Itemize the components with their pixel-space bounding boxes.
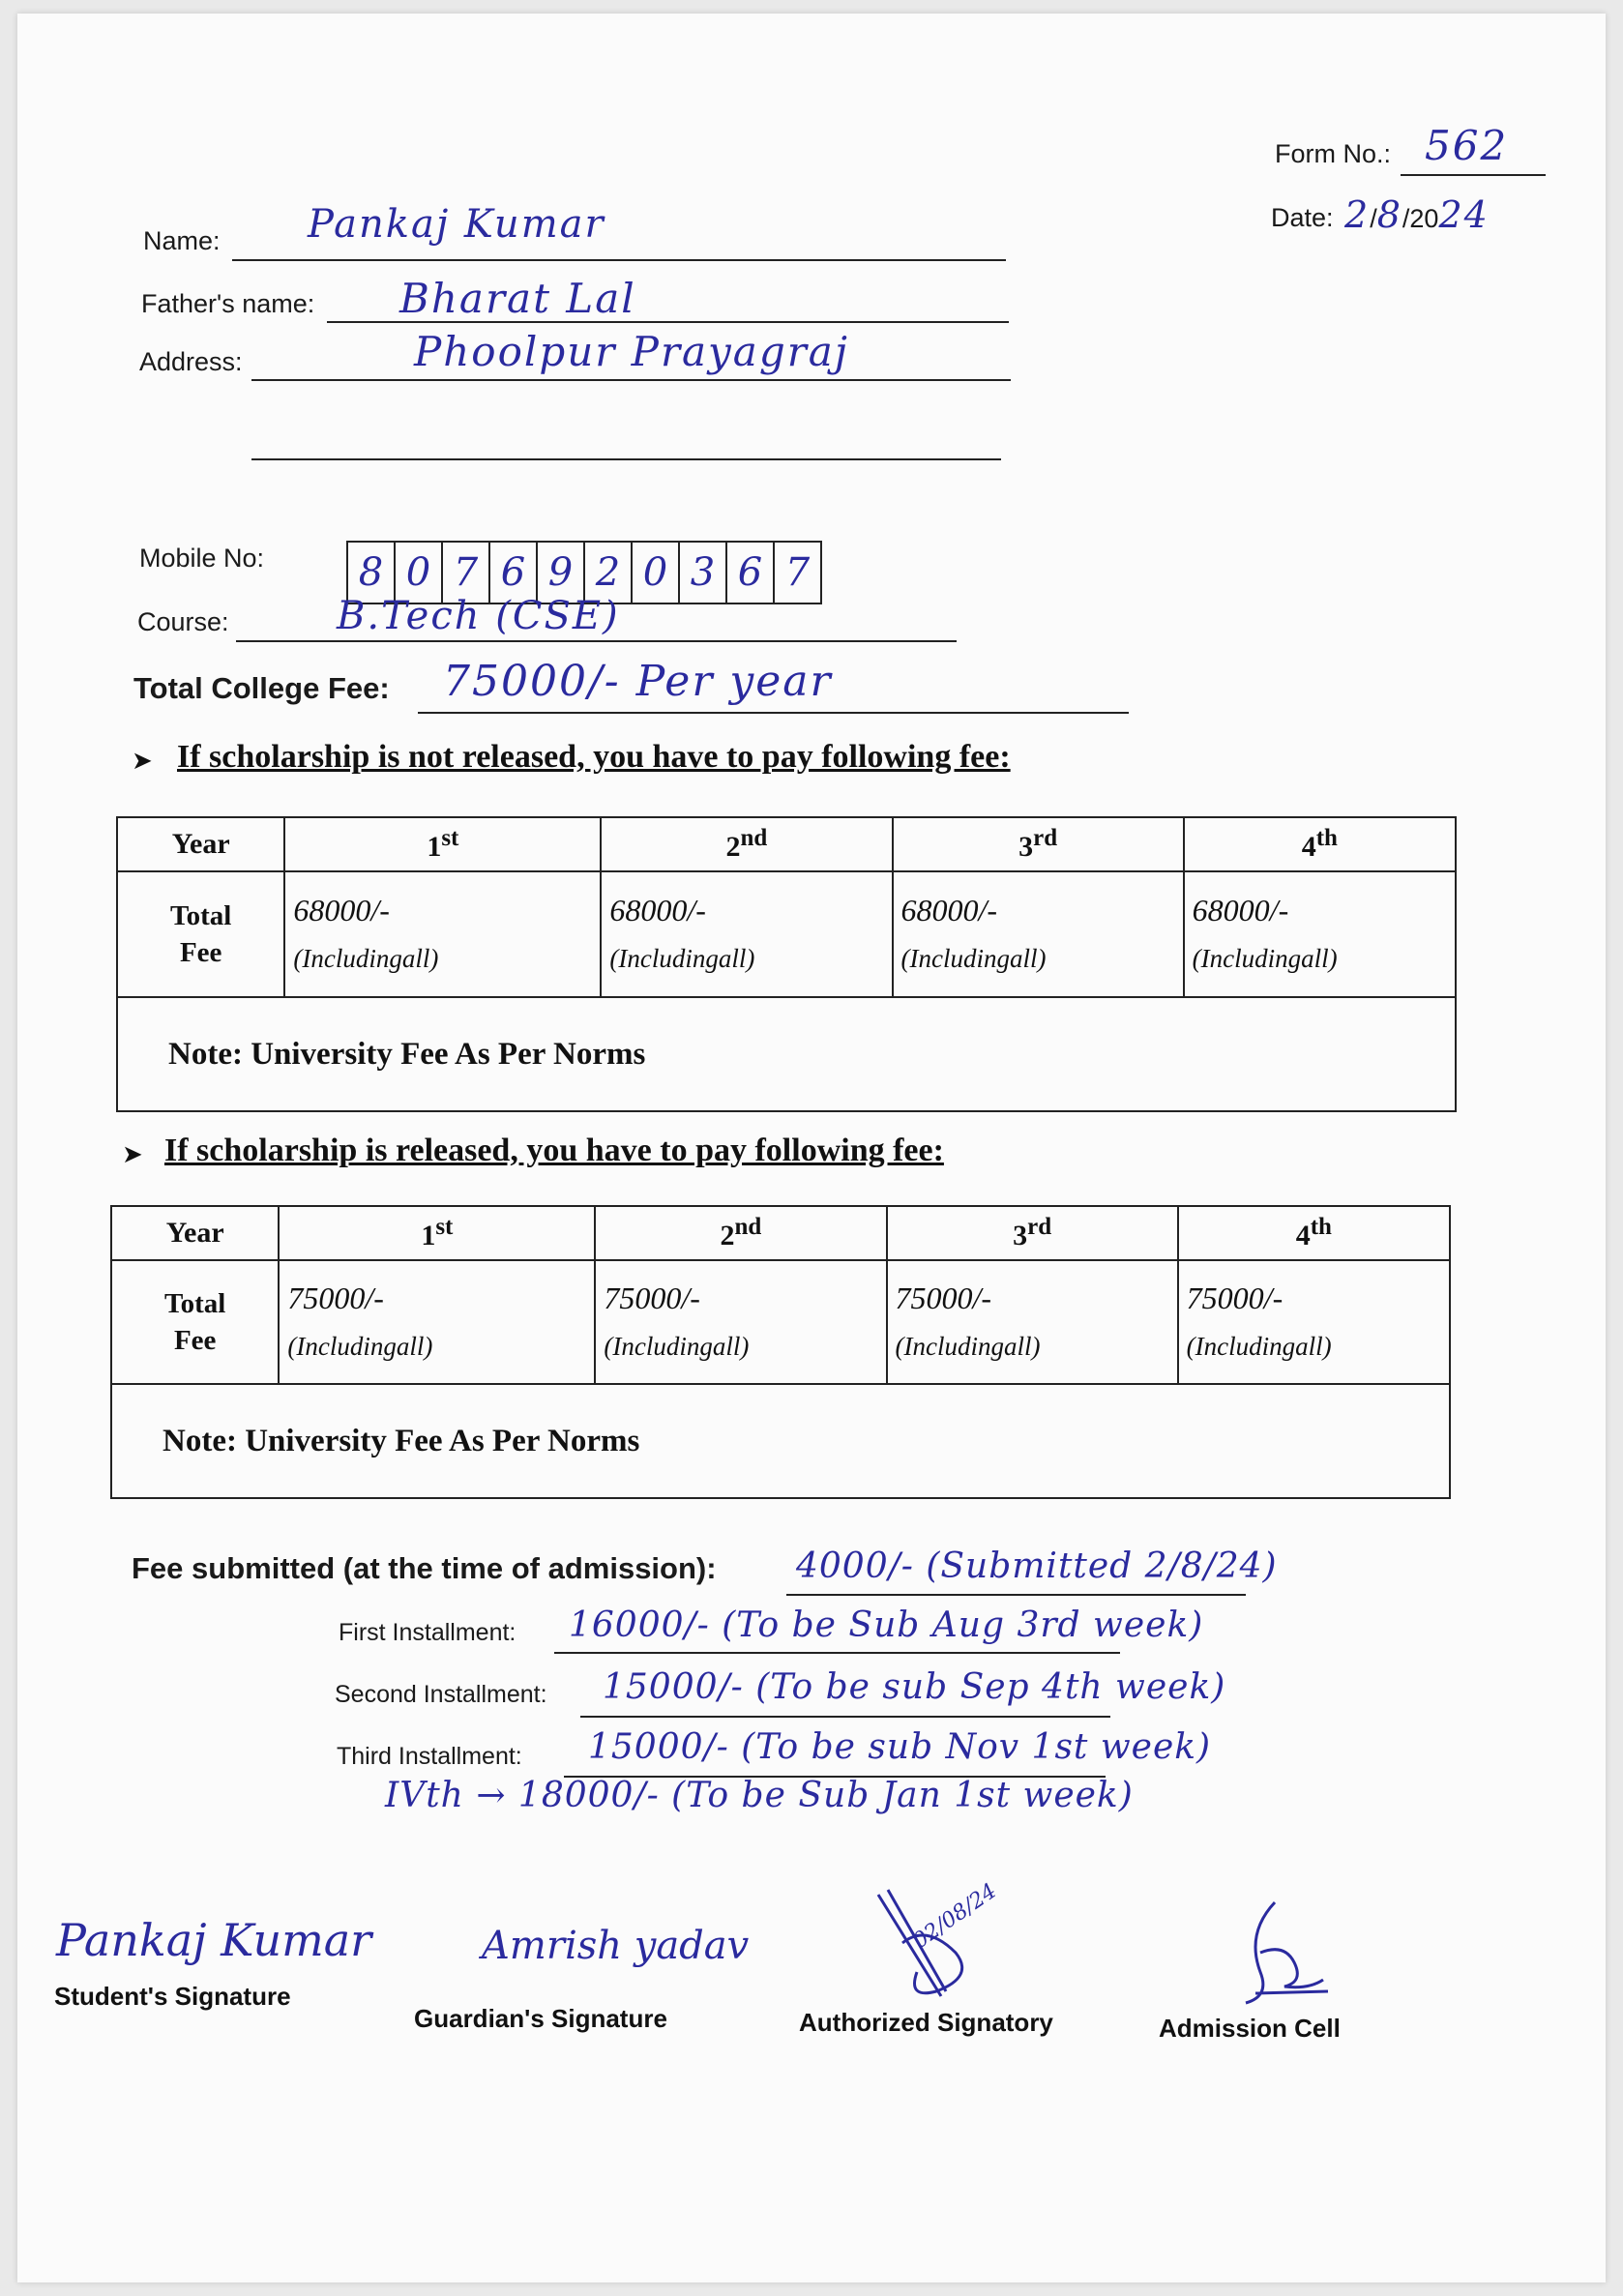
first-installment-underline xyxy=(554,1652,1120,1654)
admission-cell-signature-mark xyxy=(1217,1895,1343,2011)
mobile-digit: 0 xyxy=(396,543,443,603)
fee-note: (Includingall) xyxy=(1192,944,1338,973)
address-underline-2 xyxy=(251,458,1001,460)
row-label-line-2: Fee xyxy=(179,937,222,968)
fee-note: (Includingall) xyxy=(609,944,755,973)
student-signature-mark: Pankaj Kumar xyxy=(56,1914,372,1966)
address-underline-1 xyxy=(251,379,1011,381)
second-installment-underline xyxy=(580,1716,1110,1718)
year-col-3 xyxy=(893,817,1184,871)
guardian-signature-mark: Amrish yadav xyxy=(482,1924,750,1968)
year-header: Year xyxy=(111,1206,279,1260)
year-sup: rd xyxy=(1033,825,1058,851)
university-fee-note: Note: University Fee As Per Norms xyxy=(111,1384,1450,1498)
father-name-label: Father's name: xyxy=(141,289,315,318)
mobile-digit: 2 xyxy=(585,543,633,603)
admission-form-page xyxy=(17,14,1606,2282)
total-fee-underline xyxy=(418,712,1129,714)
year-col-1 xyxy=(279,1206,595,1260)
year-sup: nd xyxy=(740,825,768,851)
fee-submitted-label: Fee submitted (at the time of admission): xyxy=(132,1551,717,1585)
guardian-signature-label: Guardian's Signature xyxy=(414,2004,667,2033)
fee-amount: 68000/- xyxy=(1192,893,1289,927)
name-value: Pankaj Kumar xyxy=(308,202,605,247)
fee-amount: 75000/- xyxy=(895,1280,992,1315)
form-no-underline xyxy=(1401,174,1546,176)
fee-cell xyxy=(893,871,1184,997)
row-label-line-1: Total xyxy=(163,1288,226,1319)
row-label-line-2: Fee xyxy=(173,1325,217,1356)
second-installment-value: 15000/- (To be sub Sep 4th week) xyxy=(603,1667,1226,1707)
authorized-signature-date: 02/08/24 xyxy=(908,1878,1002,1955)
year-num: 3 xyxy=(1018,831,1034,863)
year-num: 4 xyxy=(1301,831,1316,863)
mobile-digit: 3 xyxy=(680,543,727,603)
year-sup: st xyxy=(441,825,459,851)
date-month: 8 xyxy=(1376,193,1402,236)
form-no-value: 562 xyxy=(1425,122,1509,169)
fee-cell xyxy=(1178,1260,1450,1384)
address-value: Phoolpur Prayagraj xyxy=(414,328,849,375)
father-name-value: Bharat Lal xyxy=(399,275,636,322)
mobile-digit: 6 xyxy=(727,543,775,603)
fee-note: (Includingall) xyxy=(895,1332,1041,1361)
fee-amount: 75000/- xyxy=(287,1280,384,1315)
name-underline xyxy=(232,259,1006,261)
fee-amount: 68000/- xyxy=(609,893,706,927)
fee-cell xyxy=(284,871,601,997)
year-col-2 xyxy=(595,1206,886,1260)
year-col-4 xyxy=(1178,1206,1450,1260)
section-released-heading: If scholarship is released, you have to pay following fee: xyxy=(164,1133,944,1168)
date-label: Date: xyxy=(1271,203,1334,232)
fee-amount: 68000/- xyxy=(900,893,998,927)
fee-note: (Includingall) xyxy=(287,1332,433,1361)
second-installment-label: Second Installment: xyxy=(335,1681,547,1708)
total-fee-row-label xyxy=(111,1260,279,1384)
year-num: 2 xyxy=(725,831,741,863)
total-fee-row-label xyxy=(117,871,284,997)
mobile-digit: 8 xyxy=(348,543,396,603)
year-header: Year xyxy=(117,817,284,871)
fee-note: (Includingall) xyxy=(293,944,439,973)
university-fee-note: Note: University Fee As Per Norms xyxy=(117,997,1456,1111)
third-installment-label: Third Installment: xyxy=(337,1743,522,1770)
year-col-1 xyxy=(284,817,601,871)
course-value: B.Tech (CSE) xyxy=(337,594,620,638)
arrow-bullet-icon: ➤ xyxy=(122,1140,143,1169)
address-label: Address: xyxy=(139,347,243,376)
year-sup: rd xyxy=(1027,1214,1052,1240)
year-col-2 xyxy=(601,817,892,871)
admission-cell-label: Admission Cell xyxy=(1159,2014,1341,2043)
year-num: 4 xyxy=(1295,1220,1311,1251)
year-sup: nd xyxy=(734,1214,762,1240)
year-num: 1 xyxy=(427,831,442,863)
course-label: Course: xyxy=(137,607,229,636)
year-num: 2 xyxy=(720,1220,735,1251)
third-installment-value: 15000/- (To be sub Nov 1st week) xyxy=(588,1727,1212,1767)
name-label: Name: xyxy=(143,226,221,255)
date-day: 2 xyxy=(1344,193,1371,236)
fourth-installment-handwritten: IVth → 18000/- (To be Sub Jan 1st week) xyxy=(385,1776,1134,1815)
fee-cell xyxy=(279,1260,595,1384)
fee-note: (Includingall) xyxy=(604,1332,750,1361)
date-year: 24 xyxy=(1438,193,1490,236)
mobile-label: Mobile No: xyxy=(139,544,265,573)
authorized-signatory-label: Authorized Signatory xyxy=(799,2008,1053,2037)
fee-table-released xyxy=(110,1205,1451,1499)
mobile-digit: 7 xyxy=(443,543,490,603)
year-sup: st xyxy=(435,1214,454,1240)
total-fee-value: 75000/- Per year xyxy=(443,657,833,706)
section-not-released-heading: If scholarship is not released, you have to pay following fee: xyxy=(177,739,1011,775)
authorized-signature-mark xyxy=(849,1885,1043,2011)
total-fee-label: Total College Fee: xyxy=(133,671,390,705)
fee-note: (Includingall) xyxy=(900,944,1047,973)
fee-amount: 75000/- xyxy=(1186,1280,1284,1315)
row-label-line-1: Total xyxy=(169,900,232,931)
fee-amount: 75000/- xyxy=(604,1280,700,1315)
student-signature-label: Student's Signature xyxy=(54,1982,291,2011)
year-sup: th xyxy=(1310,1214,1332,1240)
fee-table-not-released xyxy=(116,816,1457,1112)
form-no-label: Form No.: xyxy=(1275,139,1392,168)
fee-cell xyxy=(595,1260,886,1384)
mobile-digit: 7 xyxy=(784,550,811,595)
mobile-digit: 0 xyxy=(633,543,680,603)
year-col-4 xyxy=(1184,817,1456,871)
year-col-3 xyxy=(887,1206,1178,1260)
first-installment-label: First Installment: xyxy=(339,1619,516,1646)
mobile-digit: 9 xyxy=(538,543,585,603)
mobile-digit: 6 xyxy=(490,543,538,603)
year-sup: th xyxy=(1315,825,1338,851)
fee-cell xyxy=(1184,871,1456,997)
date-field xyxy=(1344,193,1490,236)
course-underline xyxy=(236,640,957,642)
year-num: 1 xyxy=(421,1220,436,1251)
fee-cell xyxy=(887,1260,1178,1384)
fee-amount: 68000/- xyxy=(293,893,390,927)
fee-cell xyxy=(601,871,892,997)
fee-note: (Includingall) xyxy=(1186,1332,1332,1361)
fee-submitted-underline xyxy=(786,1594,1246,1596)
date-sep-2: /20 xyxy=(1402,204,1439,233)
year-num: 3 xyxy=(1013,1220,1028,1251)
date-sep-1: / xyxy=(1370,204,1377,233)
first-installment-value: 16000/- (To be Sub Aug 3rd week) xyxy=(569,1605,1204,1645)
arrow-bullet-icon: ➤ xyxy=(132,747,153,776)
fee-submitted-value: 4000/- (Submitted 2/8/24) xyxy=(796,1546,1278,1586)
